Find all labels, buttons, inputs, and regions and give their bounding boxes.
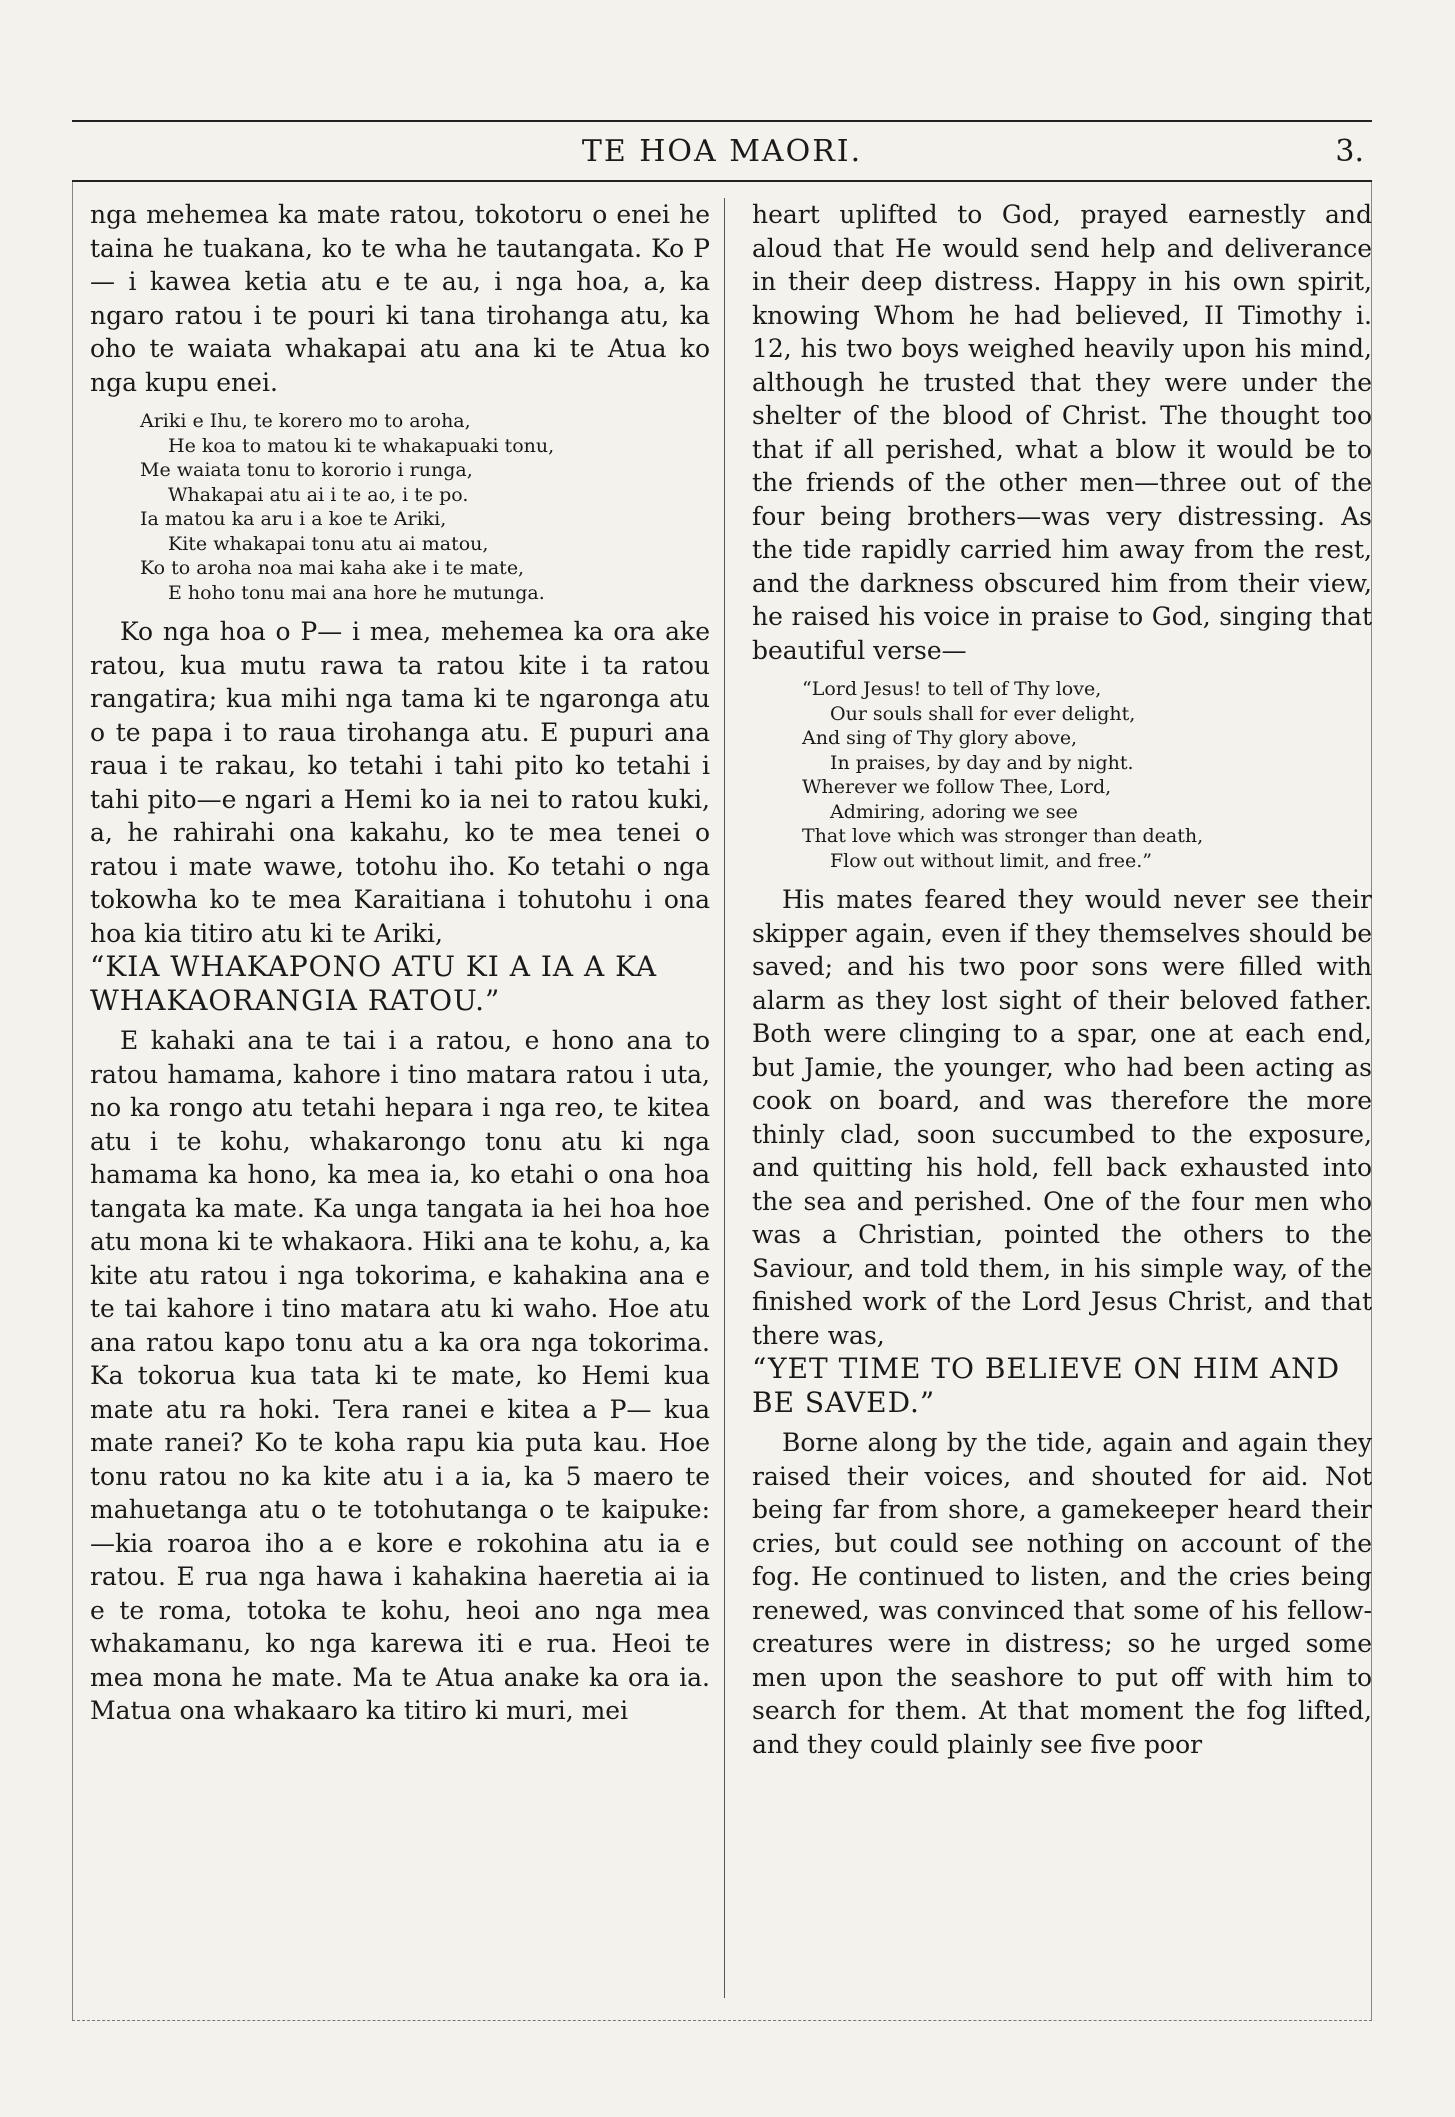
verse-line: Ia matou ka aru i a koe te Ariki, — [140, 508, 447, 530]
verse-line: “Lord Jesus! to tell of Thy love, — [802, 678, 1102, 700]
left-column — [90, 198, 710, 1980]
verse-line: Our souls shall for ever delight, — [830, 702, 1136, 725]
verse-line: Kite whakapai tonu atu ai matou, — [168, 532, 489, 555]
verse-line: Ko to aroha noa mai kaha ake i te mate, — [140, 557, 525, 579]
bottom-rule — [72, 2020, 1372, 2021]
newspaper-page — [72, 120, 1372, 2020]
page-header — [72, 120, 1372, 182]
right-column — [752, 198, 1372, 1980]
verse-line: Wherever we follow Thee, Lord, — [802, 776, 1112, 798]
left-border — [72, 182, 73, 2020]
verse-line: Whakapai atu ai i te ao, i te po. — [168, 483, 469, 506]
page-title: TE HOA MAORI. — [581, 134, 863, 169]
verse-line: And sing of Thy glory above, — [802, 727, 1078, 749]
page-number: 3. — [1335, 134, 1364, 169]
left-paragraph-2: Ko nga hoa o P— i mea, mehemea ka ora ake ratou, kua mutu rawa ta ratou kite i ta ratou rangatira; kua mihi nga tama ki te ngaronga atu o te papa i to raua tirohanga atu. E pupuri ana raua i te rakau, ko tetahi i tahi pito ko tetahi i tahi pito—e ngari a Hemi ko ia nei to ratou kuki, a, he rahirahi ona kakahu, ko te mea tenei o ratou i mate wawe, totohu iho. Ko tetahi o nga tokowha ko te mea Karaitiana i tohutohu i ona hoa kia titiro atu ki te Ariki, — [90, 617, 710, 948]
verse-line: Ariki e Ihu, te korero mo to aroha, — [140, 410, 471, 432]
right-paragraph-2: His mates feared they would never see their skipper again, even if they themselves should be saved; and his two poor sons were filled with alarm as they lost sight of their beloved father. Both were clinging to a spar, one at each end, but Jamie, the younger, who had been acting as cook on board, and was therefore the more thinly clad, soon succumbed to the exposure, and quitting his hold, fell back exhausted into the sea and perished. One of the four men who was a Christian, pointed the others to the Saviour, and told them, in his simple way, of the finished work of the Lord Jesus Christ, and that there was, — [752, 885, 1372, 1350]
left-paragraph-1: nga mehemea ka mate ratou, tokotoru o enei he taina he tuakana, ko te wha he tautangata. Ko P— i kawea ketia atu e te au, i nga hoa, a, ka ngaro ratou i te pouri ki tana tirohanga atu, ka oho te waiata whakapai atu ana ki te Atua ko nga kupu enei. — [90, 200, 710, 397]
verse-line: He koa to matou ki te whakapuaki tonu, — [168, 434, 555, 457]
column-divider — [724, 198, 725, 1998]
left-verse — [140, 409, 710, 605]
verse-line: Flow out without limit, and free.” — [830, 849, 1152, 872]
right-caps-quote: “YET TIME TO BELIEVE ON HIM AND BE SAVED.” — [752, 1352, 1341, 1419]
left-paragraph-3: E kahaki ana te tai i a ratou, e hono ana to ratou hamama, kahore i tino matara ratou i uta, no ka rongo atu tetahi hepara i nga reo, te kitea atu i te kohu, whakarongo tonu atu ki nga hamama ka hono, ka mea ia, ko etahi o ona hoa tangata ka mate. Ka unga tangata ia hei hoa hoe atu mona ki te whakaora. Hiki ana te kohu, a, ka kite atu ratou i nga tokorima, e kahakina ana e te tai kahore i tino matara atu ki waho. Hoe atu ana ratou kapo tonu atu a ka ora nga tokorima. Ka tokorua kua tata ki te mate, ko Hemi kua mate atu ra hoki. Tera ranei e kitea a P— kua mate ranei? Ko te koha rapu kia puta kau. Hoe tonu ratou no ka kite atu i a ia, ka 5 maero te mahuetanga atu o te totohutanga o te kaipuke:—kia roaroa iho a e kore e rokohina atu ia e ratou. E rua nga hawa i kahakina haeretia ai ia e te roma, totoka te kohu, heoi ano nga mea whakamanu, ko nga karewa iti e rua. Heoi te mea mona he mate. Ma te Atua anake ka ora ia. Matua ona whakaaro ka titiro ki muri, mei — [90, 1026, 710, 1725]
verse-line: Me waiata tonu to kororio i runga, — [140, 459, 473, 481]
right-verse — [802, 677, 1372, 873]
verse-line: E hoho tonu mai ana hore he mutunga. — [168, 581, 545, 604]
left-caps-quote: “KIA WHAKAPONO ATU KI A IA A KA WHAKAORANGIA RATOU.” — [90, 950, 658, 1017]
verse-line: In praises, by day and by night. — [830, 751, 1134, 774]
verse-line: Admiring, adoring we see — [830, 800, 1078, 823]
right-paragraph-3: Borne along by the tide, again and again they raised their voices, and shouted for aid. Not being far from shore, a gamekeeper heard their cries, but could see nothing on account of the fog. He continued to listen, and the cries being renewed, was convinced that some of his fellow-creatures were in distress; so he urged some men upon the seashore to put off with him to search for them. At that moment the fog lifted, and they could plainly see five poor — [752, 1428, 1372, 1759]
right-paragraph-1: heart uplifted to God, prayed earnestly and aloud that He would send help and deliverance in their deep distress. Happy in his own spirit, knowing Whom he had believed, II Timothy i. 12, his two boys weighed heavily upon his mind, although he trusted that they were under the shelter of the blood of Christ. The thought too that if all perished, what a blow it would be to the friends of the other men—three out of the four being brothers—was very distressing. As the tide rapidly carried him away from the rest, and the darkness obscured him from their view, he raised his voice in praise to God, singing that beautiful verse— — [752, 200, 1372, 665]
verse-line: That love which was stronger than death, — [802, 825, 1204, 847]
